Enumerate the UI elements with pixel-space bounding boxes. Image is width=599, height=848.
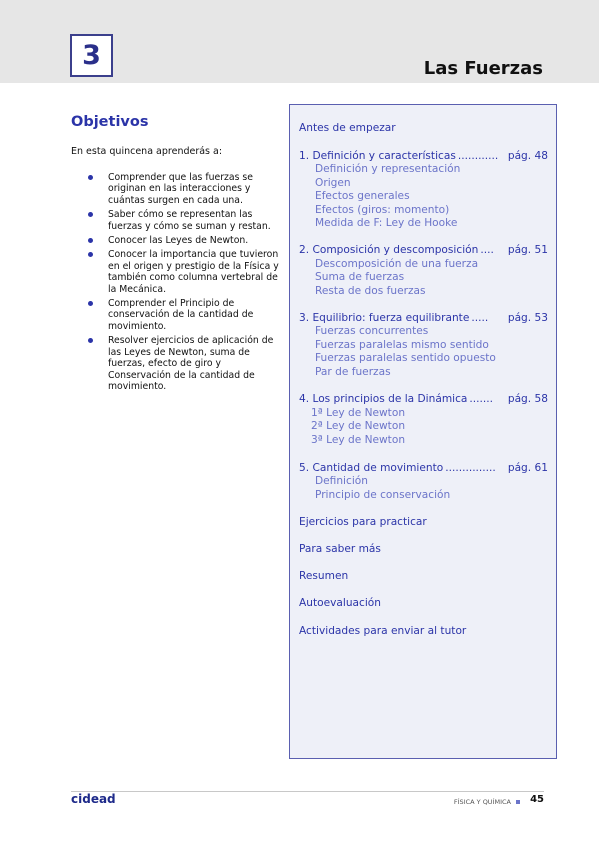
toc-subsection[interactable]: Principio de conservación [315,489,451,501]
toc-subsection[interactable]: Suma de fuerzas [315,271,405,283]
toc-leader-dots: ....... [469,393,493,405]
bullet-icon [88,301,93,306]
toc-section-page: pág. 53 [507,312,548,324]
toc-leader-dots: ..... [471,312,489,324]
toc-subsection[interactable]: Fuerzas paralelas sentido opuesto [315,352,496,364]
toc-section-2[interactable] [299,244,548,256]
objectives-heading: Objetivos [71,114,149,130]
bullet-icon [88,338,93,343]
toc-subsection[interactable]: Par de fuerzas [315,366,391,378]
toc-subsection[interactable]: Medida de F: Ley de Hooke [315,217,458,229]
toc-subsection[interactable]: Definición [315,475,368,487]
toc-subsection[interactable]: 2ª Ley de Newton [311,420,406,432]
objectives-list [88,172,282,395]
toc-section-5[interactable] [299,462,548,474]
toc-section-4[interactable] [299,393,548,405]
toc-section-page: pág. 48 [507,150,548,162]
toc-section-3[interactable] [299,312,548,324]
objective-text: Comprender el Principio de conservación de la cantidad de movimiento. [108,298,254,332]
objective-item [88,235,282,246]
toc-section-title: 5. Cantidad de movimiento [299,462,444,474]
objective-text: Comprender que las fuerzas se originan en las interacciones y cuántas surgen en cada una. [108,172,253,206]
objective-text: Conocer la importancia que tuvieron en el origen y prestigio de la Física y también como columna vertebral de la Mecánica. [108,249,279,295]
toc-link-autoevaluacion[interactable]: Autoevaluación [299,597,381,609]
toc-subsection[interactable]: 1ª Ley de Newton [311,407,406,419]
toc-section-page: pág. 61 [507,462,548,474]
objective-item [88,335,282,392]
objective-item [88,298,282,332]
page-number: 45 [530,794,544,805]
objective-text: Resolver ejercicios de aplicación de las Leyes de Newton, suma de fuerzas, efecto de giro y Conservación de la cantidad de movimiento. [108,335,274,392]
objective-text: Saber cómo se representan las fuerzas y cómo se suman y restan. [108,209,271,232]
objectives-intro: En esta quincena aprenderás a: [71,146,223,157]
toc-subsection[interactable]: Descomposición de una fuerza [315,258,479,270]
toc-section-title: 2. Composición y descomposición [299,244,479,256]
toc-subsection[interactable]: Resta de dos fuerzas [315,285,426,297]
toc-leader-dots: .... [480,244,494,256]
toc-subsection[interactable]: Fuerzas concurrentes [315,325,429,337]
toc-section-page: pág. 51 [507,244,548,256]
bullet-icon [88,252,93,257]
footer-divider [71,791,544,792]
toc-link-resumen[interactable]: Resumen [299,570,349,582]
toc-link-ejercicios[interactable]: Ejercicios para practicar [299,516,427,528]
toc-subsection[interactable]: Efectos (giros: momento) [315,204,450,216]
toc-subsection[interactable]: Origen [315,177,351,189]
bullet-icon [88,212,93,217]
toc-section-title: 1. Definición y características [299,150,456,162]
toc-leader-dots: ............ [457,150,499,162]
bullet-icon [88,175,93,180]
objective-item [88,249,282,295]
bullet-icon [88,238,93,243]
toc-subsection[interactable]: 3ª Ley de Newton [311,434,406,446]
objective-item [88,209,282,232]
toc-link-actividades[interactable]: Actividades para enviar al tutor [299,625,467,637]
toc-leader-dots: ............... [445,462,496,474]
toc-section-title: 4. Los principios de la Dinámica [299,393,468,405]
toc-section-page: pág. 58 [507,393,548,405]
toc-link-antes-de-empezar[interactable]: Antes de empezar [299,122,396,134]
toc-section-title: 3. Equilibrio: fuerza equilibrante [299,312,470,324]
toc-subsection[interactable]: Fuerzas paralelas mismo sentido [315,339,489,351]
objective-text: Conocer las Leyes de Newton. [108,235,249,247]
cidead-logo: cidead [71,792,116,806]
footer-subject: FÍSICA Y QUÍMICA [453,798,511,806]
toc-subsection[interactable]: Efectos generales [315,190,410,202]
toc-link-saber-mas[interactable]: Para saber más [299,543,381,555]
objective-item [88,172,282,206]
square-separator-icon [516,800,520,804]
page-title: Las Fuerzas [423,58,543,79]
chapter-number: 3 [70,34,113,77]
toc-section-1[interactable] [299,150,548,162]
toc-subsection[interactable]: Definición y representación [315,163,461,175]
